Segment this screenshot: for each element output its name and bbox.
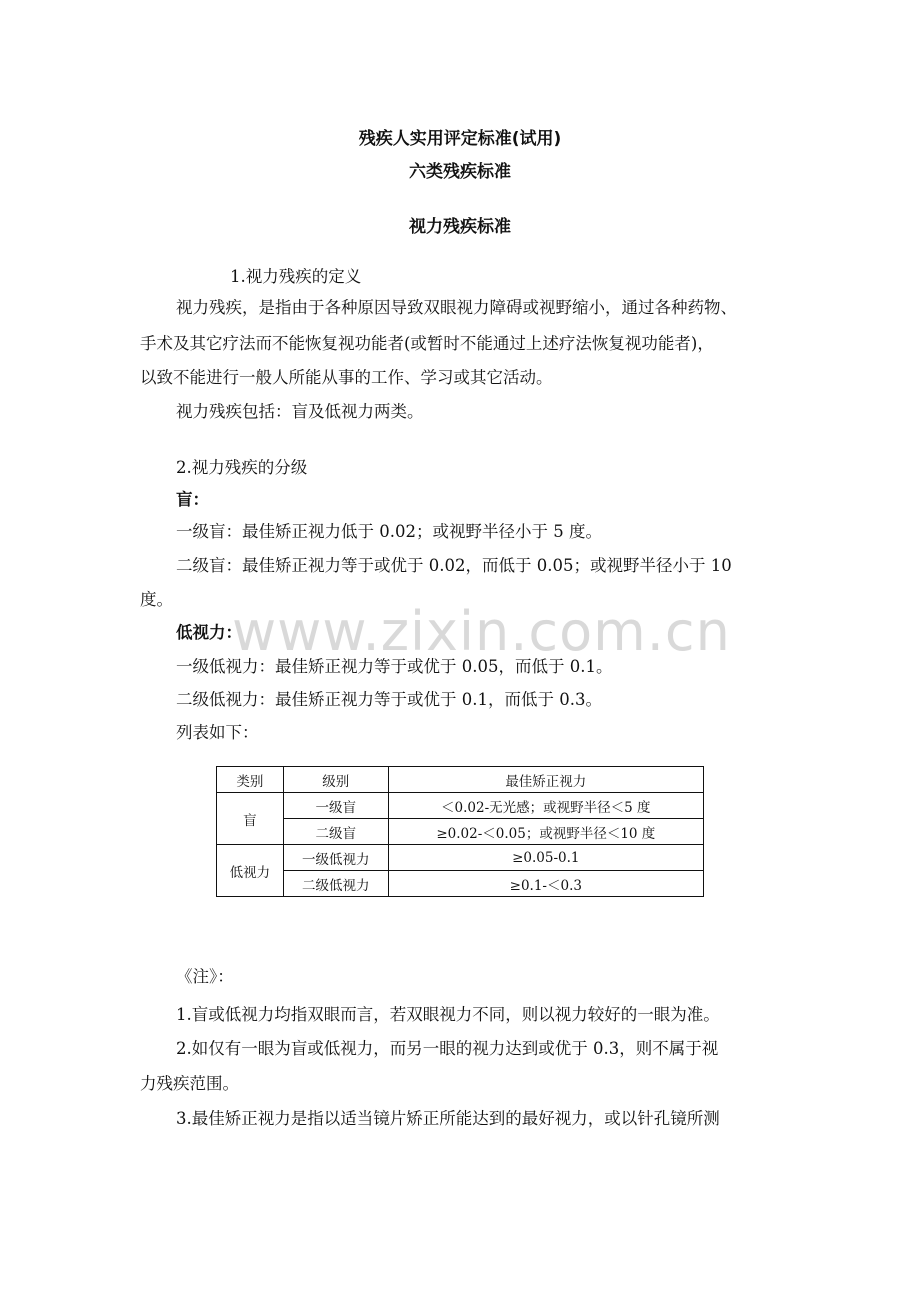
- low-vision-grade-2: 二级低视力：最佳矫正视力等于或优于 0.1，而低于 0.3。: [176, 690, 602, 709]
- definition-line-1: 视力残疾，是指由于各种原因导致双眼视力障碍或视野缩小，通过各种药物、: [176, 298, 737, 317]
- notes-heading: 《注》：: [176, 967, 234, 986]
- section2-heading: 2.视力残疾的分级: [176, 458, 308, 477]
- table-header-row: [217, 767, 704, 793]
- level-cell: 二级低视力: [283, 871, 388, 897]
- list-intro: 列表如下：: [176, 723, 259, 742]
- table-row: [217, 845, 704, 871]
- blind-grade-1: 一级盲：最佳矫正视力低于 0.02；或视野半径小于 5 度。: [176, 522, 602, 541]
- low-vision-grade-1: 一级低视力：最佳矫正视力等于或优于 0.05，而低于 0.1。: [176, 657, 613, 676]
- low-vision-label: 低视力：: [176, 623, 242, 642]
- section-title: 视力残疾标准: [409, 217, 511, 237]
- categories-line: 视力残疾包括：盲及低视力两类。: [176, 402, 424, 421]
- grading-table: [216, 766, 704, 897]
- section1-heading: 1.视力残疾的定义: [230, 267, 362, 286]
- category-cell: 盲: [217, 793, 284, 845]
- blind-label: 盲：: [176, 490, 209, 509]
- level-cell: 一级低视力: [283, 845, 388, 871]
- blind-grade-2-line-1: 二级盲：最佳矫正视力等于或优于 0.02，而低于 0.05；或视野半径小于 10: [176, 556, 732, 575]
- table-header-cell: 最佳矫正视力: [388, 767, 703, 793]
- note-3: 3.最佳矫正视力是指以适当镜片矫正所能达到的最好视力，或以针孔镜所测: [176, 1109, 720, 1128]
- table-row: [217, 793, 704, 819]
- definition-line-2: 手术及其它疗法而不能恢复视功能者(或暂时不能通过上述疗法恢复视功能者)，: [140, 334, 714, 353]
- value-cell: ≥0.02-＜0.05；或视野半径＜10 度: [388, 819, 703, 845]
- watermark: www.zixin.com.cn: [232, 600, 731, 663]
- value-cell: ≥0.1-＜0.3: [388, 871, 703, 897]
- category-cell: 低视力: [217, 845, 284, 897]
- table-row: [217, 871, 704, 897]
- table-row: [217, 819, 704, 845]
- table-header-cell: 类别: [217, 767, 284, 793]
- level-cell: 一级盲: [283, 793, 388, 819]
- note-1: 1.盲或低视力均指双眼而言，若双眼视力不同，则以视力较好的一眼为准。: [176, 1005, 720, 1024]
- doc-title: 残疾人实用评定标准(试用): [358, 129, 562, 149]
- blind-grade-2-line-2: 度。: [140, 590, 173, 609]
- note-2-line-2: 力残疾范围。: [140, 1074, 239, 1093]
- doc-subtitle: 六类残疾标准: [409, 162, 511, 182]
- table-header-cell: 级别: [283, 767, 388, 793]
- value-cell: ＜0.02-无光感；或视野半径＜5 度: [388, 793, 703, 819]
- value-cell: ≥0.05-0.1: [388, 845, 703, 871]
- level-cell: 二级盲: [283, 819, 388, 845]
- definition-line-3: 以致不能进行一般人所能从事的工作、学习或其它活动。: [140, 368, 553, 387]
- note-2-line-1: 2.如仅有一眼为盲或低视力，而另一眼的视力达到或优于 0.3，则不属于视: [176, 1039, 719, 1058]
